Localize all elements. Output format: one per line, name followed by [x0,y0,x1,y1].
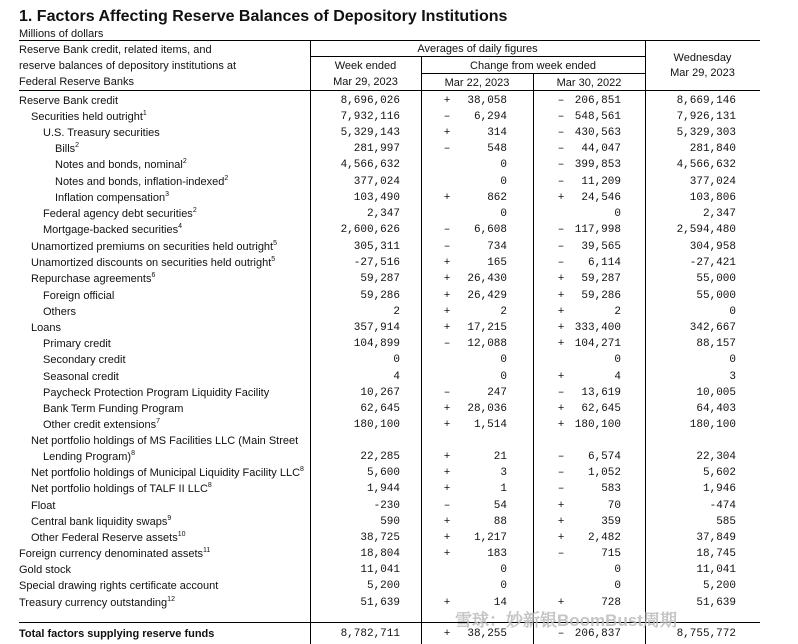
watermark: 雪球：妙新银BoomBust周期 [455,611,677,630]
table-row-10-c2: 6,114 [587,257,621,269]
table-row-22-label-text: Lending Program) [43,451,132,463]
table-row-16-label [43,354,126,366]
table-row-1-week: 7,932,116 [340,111,400,123]
table-row-9-c1: 734 [487,241,507,253]
table-row-0-s2: – [557,95,565,107]
table-row-5-week: 377,024 [353,176,400,188]
table-row-8-s1: – [443,224,451,236]
table-row-12-s2: + [557,290,565,302]
table-row-13-c1: 2 [500,306,507,318]
table-row-6-week: 103,490 [353,192,400,204]
table-row-18-s2: – [557,387,565,399]
table-row-1-s1: – [443,111,451,123]
table-row-8-week: 2,600,626 [340,224,400,236]
table-row-18-label-text: Paycheck Protection Program Liquidity Facility [43,387,270,399]
table-row-14-label [31,322,61,334]
table-row-23-label [31,467,304,479]
table-row-9-week: 305,311 [353,241,400,253]
table-row-12-label-text: Foreign official [43,290,115,302]
table-row-0-wed: 8,669,146 [676,95,736,107]
table-row-29-c1: 0 [500,564,507,576]
header-averages: Averages of daily figures [417,43,538,55]
table-row-28-week: 18,804 [360,548,400,560]
table-row-24-week: 1,944 [366,483,400,495]
table-row-14-s1: + [443,322,451,334]
table-row-19-c2: 62,645 [581,403,621,415]
table-row-6-c1: 862 [487,192,507,204]
table-row-16-week: 0 [393,354,400,366]
table-row-17-c1: 0 [500,371,507,383]
table-row-11-s2: + [557,273,565,285]
table-row-26-s2: + [557,516,565,528]
header-label-line-3: Federal Reserve Banks [19,76,134,88]
table-row-28-wed: 18,745 [696,548,736,560]
table-row-9-c2: 39,565 [581,241,621,253]
table-row-29-label [19,564,71,576]
table-row-31-week: 51,639 [360,597,400,609]
table-row-24-footnote-ref: 8 [207,482,212,489]
header-change-date-1: Mar 22, 2023 [444,77,510,89]
table-row-0-c2: 206,851 [574,95,621,107]
table-row-12-wed: 55,000 [696,290,736,302]
table-row-30-label-text: Special drawing rights certificate account [19,580,219,592]
table-row-12-c1: 26,429 [467,290,507,302]
table-row-22-label [43,451,135,463]
table-row-13-label-text: Others [43,306,77,318]
table-row-30-week: 5,200 [366,580,400,592]
table-row-31-s1: + [443,597,451,609]
table-row-23-footnote-ref: 8 [300,466,304,473]
table-row-18-week: 10,267 [360,387,400,399]
table-row-3-c2: 44,047 [581,143,621,155]
table-row-3-c1: 548 [487,143,507,155]
table-row-13-s1: + [443,306,451,318]
table-row-19-s2: + [557,403,565,415]
table-row-25-week: -230 [373,500,400,512]
table-row-8-wed: 2,594,480 [676,224,736,236]
table-row-3-s2: – [557,143,565,155]
table-row-20-wed: 180,100 [689,419,736,431]
table-row-28-c1: 183 [487,548,507,560]
table-row-2-s1: + [443,127,451,139]
table-row-8-c2: 117,998 [574,224,621,236]
table-row-27-c1: 1,217 [473,532,507,544]
table-row-23-week: 5,600 [366,467,400,479]
table-row-7-week: 2,347 [366,208,400,220]
table-row-27-c2: 2,482 [587,532,621,544]
table-row-5-c1: 0 [500,176,507,188]
table-row-26-label-text: Central bank liquidity swaps [31,516,168,528]
table-row-3-footnote-ref: 2 [75,142,80,149]
table-row-1-label-text: Securities held outright [31,111,143,123]
table-row-30-wed: 5,200 [702,580,736,592]
table-row-28-c2: 715 [601,548,621,560]
table-row-15-s2: + [557,338,565,350]
table-row-4-week: 4,566,632 [340,159,400,171]
table-row-26-footnote-ref: 9 [167,515,172,522]
table-row-12-c2: 59,286 [581,290,621,302]
table-row-17-c2: 4 [614,371,621,383]
table-row-2-c2: 430,563 [574,127,621,139]
table-row-26-c1: 88 [493,516,507,528]
table-row-10-s1: + [443,257,451,269]
table-row-18-c2: 13,619 [581,387,621,399]
table-row-31-label [19,597,175,609]
column-divider-1 [310,40,311,644]
table-row-20-c2: 180,100 [574,419,621,431]
table-row-7-label [43,208,197,220]
table-row-20-s2: + [557,419,565,431]
table-row-24-label [31,483,212,495]
table-row-9-wed: 304,958 [689,241,736,253]
table-row-7-label-text: Federal agency debt securities [43,208,193,220]
table-row-27-footnote-ref: 10 [177,531,186,538]
table-row-15-week: 104,899 [353,338,400,350]
table-row-13-week: 2 [393,306,400,318]
column-divider-2 [421,57,422,644]
table-row-6-s1: + [443,192,451,204]
table-row-11-c2: 59,287 [581,273,621,285]
table-row-28-label [19,548,210,560]
table-row-1-s2: – [557,111,565,123]
table-row-0-c1: 38,058 [467,95,507,107]
header-week-ended: Week ended [334,60,397,72]
table-row-5-wed: 377,024 [689,176,736,188]
table-row-21-label-text: Net portfolio holdings of MS Facilities LLC (Main Street [31,435,299,447]
table-row-25-s1: – [443,500,451,512]
table-row-10-label [31,257,275,269]
table-row-13-wed: 0 [729,306,736,318]
table-row-11-wed: 55,000 [696,273,736,285]
averages-underline [310,56,645,57]
table-row-0-label [19,95,118,107]
table-row-31-c2: 728 [601,597,621,609]
table-row-25-c1: 54 [493,500,507,512]
table-row-1-c1: 6,294 [473,111,507,123]
table-row-26-s1: + [443,516,451,528]
column-divider-4 [645,40,646,644]
table-row-17-label-text: Seasonal credit [43,371,119,383]
table-row-22-c1: 21 [493,451,507,463]
table-row-22-week: 22,285 [360,451,400,463]
table-row-30-c1: 0 [500,580,507,592]
table-row-10-label-text: Unamortized discounts on securities held outright [31,257,272,269]
table-row-12-s1: + [443,290,451,302]
table-row-10-week: -27,516 [353,257,400,269]
table-row-8-label [43,224,182,236]
table-row-27-label-text: Other Federal Reserve assets [31,532,178,544]
table-row-20-week: 180,100 [353,419,400,431]
table-row-20-c1: 1,514 [473,419,507,431]
table-row-5-label [55,176,228,188]
header-top-rule [19,40,760,41]
table-row-10-footnote-ref: 5 [271,256,276,263]
table-row-25-s2: + [557,500,565,512]
table-row-23-s1: + [443,467,451,479]
table-row-11-c1: 26,430 [467,273,507,285]
table-row-23-c1: 3 [500,467,507,479]
table-row-25-c2: 70 [607,500,621,512]
table-row-14-label-text: Loans [31,322,61,334]
table-row-18-label [43,387,269,399]
table-row-19-week: 62,645 [360,403,400,415]
table-row-13-c2: 2 [614,306,621,318]
table-row-7-wed: 2,347 [702,208,736,220]
table-row-20-footnote-ref: 7 [156,418,161,425]
table-row-14-c2: 333,400 [574,322,621,334]
total-row-label [19,628,214,640]
table-row-27-label [31,532,186,544]
table-row-25-label [31,500,55,512]
table-row-9-s1: – [443,241,451,253]
table-row-17-wed: 3 [729,371,736,383]
header-change-date-2: Mar 30, 2022 [556,77,622,89]
table-row-31-wed: 51,639 [696,597,736,609]
table-row-2-week: 5,329,143 [340,127,400,139]
table-row-6-s2: + [557,192,565,204]
table-row-14-week: 357,914 [353,322,400,334]
table-row-23-label-text: Net portfolio holdings of Municipal Liquidity Facility LLC [31,467,301,479]
table-row-31-footnote-ref: 12 [167,596,175,603]
table-row-0-label-text: Reserve Bank credit [19,95,119,107]
table-row-0-s1: + [443,95,451,107]
header-change-from: Change from week ended [470,60,596,72]
table-row-5-label-text: Notes and bonds, inflation-indexed [55,176,225,188]
table-row-11-footnote-ref: 6 [151,272,156,279]
table-row-25-label-text: Float [31,500,56,512]
table-row-27-s2: + [557,532,565,544]
table-row-8-footnote-ref: 4 [178,223,183,230]
table-row-7-footnote-ref: 2 [192,207,197,214]
table-row-9-label-text: Unamortized premiums on securities held outright [31,241,274,253]
table-row-27-week: 38,725 [360,532,400,544]
table-row-15-c2: 104,271 [574,338,621,350]
table-row-22-c2: 6,574 [587,451,621,463]
table-row-9-label [31,241,277,253]
table-row-8-s2: – [557,224,565,236]
table-row-1-label [31,111,147,123]
table-row-15-label-text: Primary credit [43,338,111,350]
table-row-29-label-text: Gold stock [19,564,71,576]
table-row-29-c2: 0 [614,564,621,576]
table-row-19-wed: 64,403 [696,403,736,415]
table-row-24-label-text: Net portfolio holdings of TALF II LLC [31,483,208,495]
table-row-15-c1: 12,088 [467,338,507,350]
table-row-19-label-text: Bank Term Funding Program [43,403,184,415]
table-row-20-s1: + [443,419,451,431]
table-row-28-s1: + [443,548,451,560]
column-divider-3 [533,74,534,644]
table-row-6-wed: 103,806 [689,192,736,204]
table-row-10-wed: -27,421 [689,257,736,269]
total-row-s1: + [443,628,451,640]
table-row-2-label-text: U.S. Treasury securities [43,127,160,139]
table-row-14-wed: 342,667 [689,322,736,334]
table-row-22-s1: + [443,451,451,463]
total-row-week: 8,782,711 [340,628,400,640]
table-row-23-wed: 5,602 [702,467,736,479]
table-row-5-c2: 11,209 [581,176,621,188]
table-row-18-wed: 10,005 [696,387,736,399]
table-row-19-c1: 28,036 [467,403,507,415]
table-row-17-label [43,371,119,383]
table-row-29-week: 11,041 [360,564,400,576]
table-row-23-s2: – [557,467,565,479]
table-row-27-s1: + [443,532,451,544]
table-row-3-wed: 281,840 [689,143,736,155]
table-row-28-s2: – [557,548,565,560]
table-row-11-label [31,273,155,285]
table-row-20-label [43,419,160,431]
table-row-5-s2: – [557,176,565,188]
table-row-28-footnote-ref: 11 [203,547,211,554]
total-row-wed: 8,755,772 [676,628,736,640]
table-row-0-week: 8,696,026 [340,95,400,107]
table-row-4-c1: 0 [500,159,507,171]
table-row-1-wed: 7,926,131 [676,111,736,123]
table-row-1-c2: 548,561 [574,111,621,123]
table-row-21-label [31,435,298,447]
table-row-24-s2: – [557,483,565,495]
table-row-29-wed: 11,041 [696,564,736,576]
table-row-18-c1: 247 [487,387,507,399]
table-row-3-label-text: Bills [55,143,76,155]
table-row-19-s1: + [443,403,451,415]
table-row-7-c1: 0 [500,208,507,220]
table-row-8-label-text: Mortgage-backed securities [43,224,179,236]
table-row-2-wed: 5,329,303 [676,127,736,139]
table-row-4-c2: 399,853 [574,159,621,171]
table-row-4-label-text: Notes and bonds, nominal [55,159,183,171]
table-row-3-label [55,143,79,155]
header-wednesday: Wednesday [673,52,732,64]
table-row-28-label-text: Foreign currency denominated assets [19,548,204,560]
table-row-26-wed: 585 [716,516,736,528]
table-row-16-c1: 0 [500,354,507,366]
table-row-18-s1: – [443,387,451,399]
table-row-17-week: 4 [393,371,400,383]
total-row-label-text: Total factors supplying reserve funds [19,628,215,640]
table-row-24-c1: 1 [500,483,507,495]
table-row-15-s1: – [443,338,451,350]
table-row-2-s2: – [557,127,565,139]
total-row-s2: – [557,628,565,640]
table-row-4-s2: – [557,159,565,171]
table-row-27-wed: 37,849 [696,532,736,544]
header-wednesday-date: Mar 29, 2023 [670,67,735,79]
page-title: 1. Factors Affecting Reserve Balances of Depository Institutions [19,8,508,25]
table-row-12-week: 59,286 [360,290,400,302]
table-row-13-s2: + [557,306,565,318]
table-row-14-s2: + [557,322,565,334]
page-subtitle: Millions of dollars [19,28,104,40]
table-row-25-wed: -474 [709,500,736,512]
table-row-24-wed: 1,946 [702,483,736,495]
table-row-6-footnote-ref: 3 [165,191,169,198]
table-row-24-c2: 583 [601,483,621,495]
table-row-4-label [55,159,187,171]
table-row-22-footnote-ref: 8 [131,450,135,457]
table-row-15-wed: 88,157 [696,338,736,350]
table-row-16-c2: 0 [614,354,621,366]
total-row-c2: 206,837 [574,628,621,640]
table-row-20-label-text: Other credit extensions [43,419,157,431]
table-row-17-s2: + [557,371,565,383]
table-row-9-s2: – [557,241,565,253]
table-row-30-c2: 0 [614,580,621,592]
table-row-9-footnote-ref: 5 [273,240,278,247]
table-row-31-s2: + [557,597,565,609]
table-row-26-label [31,516,171,528]
table-row-2-c1: 314 [487,127,507,139]
table-row-11-label-text: Repurchase agreements [31,273,152,285]
table-row-26-c2: 359 [601,516,621,528]
table-row-2-label [43,127,160,139]
header-bottom-rule [19,90,760,91]
table-row-10-c1: 165 [487,257,507,269]
table-row-12-label [43,290,114,302]
table-row-26-week: 590 [380,516,400,528]
header-label-line-1: Reserve Bank credit, related items, and [19,44,212,56]
table-row-7-c2: 0 [614,208,621,220]
total-row-c1: 38,255 [467,628,507,640]
table-row-3-s1: – [443,143,451,155]
table-row-6-label [55,192,169,204]
table-row-31-c1: 14 [493,597,507,609]
table-row-4-footnote-ref: 2 [182,158,187,165]
table-row-1-footnote-ref: 1 [142,110,147,117]
table-row-8-c1: 6,608 [473,224,507,236]
table-row-10-s2: – [557,257,565,269]
table-row-16-label-text: Secondary credit [43,354,126,366]
table-row-30-label [19,580,218,592]
table-row-15-label [43,338,111,350]
table-row-14-c1: 17,215 [467,322,507,334]
table-row-24-s1: + [443,483,451,495]
table-row-23-c2: 1,052 [587,467,621,479]
table-row-5-footnote-ref: 2 [224,175,229,182]
table-row-11-week: 59,287 [360,273,400,285]
header-week-date: Mar 29, 2023 [333,76,398,88]
table-row-22-s2: – [557,451,565,463]
table-row-6-label-text: Inflation compensation [55,192,166,204]
table-row-3-week: 281,997 [353,143,400,155]
table-row-31-label-text: Treasury currency outstanding [19,597,168,609]
table-row-16-wed: 0 [729,354,736,366]
table-row-11-s1: + [443,273,451,285]
table-row-4-wed: 4,566,632 [676,159,736,171]
table-row-13-label [43,306,76,318]
table-row-22-wed: 22,304 [696,451,736,463]
header-label-line-2: reserve balances of depository institutions at [19,60,237,72]
table-row-6-c2: 24,546 [581,192,621,204]
table-row-19-label [43,403,183,415]
